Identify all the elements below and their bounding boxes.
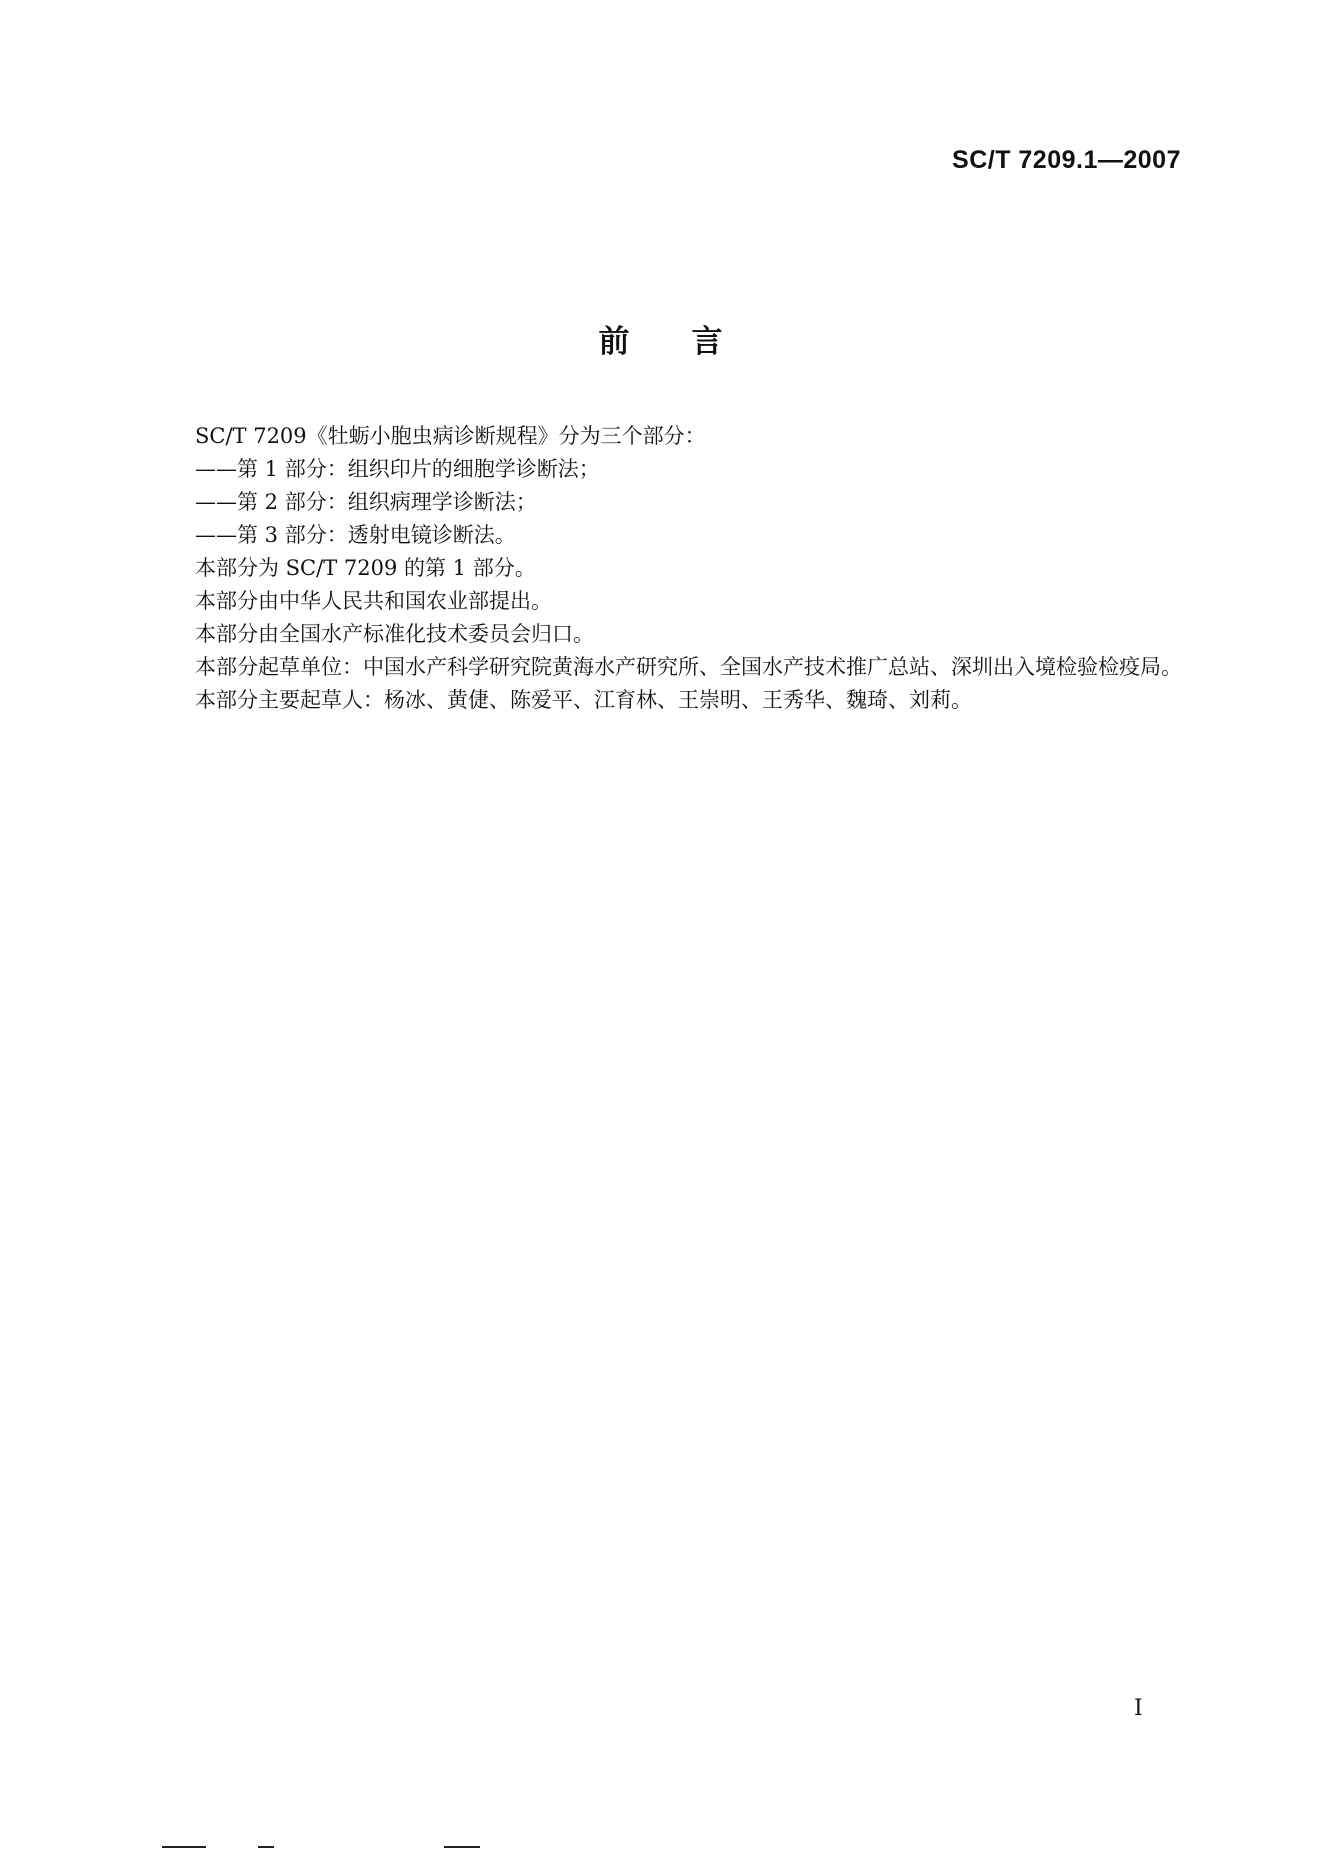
paragraph-drafting-units: 本部分起草单位：中国水产科学研究院黄海水产研究所、全国水产技术推广总站、深圳出入境检验检疫局。 [195, 655, 1182, 679]
paragraph-proposer: 本部分由中华人民共和国农业部提出。 [195, 589, 552, 613]
list-item-part-2: ——第 2 部分：组织病理学诊断法； [195, 490, 537, 514]
paragraph-intro: SC/T 7209《牡蛎小胞虫病诊断规程》分为三个部分： [195, 424, 706, 448]
footer-rule [444, 1846, 480, 1848]
list-item-part-1: ——第 1 部分：组织印片的细胞学诊断法； [195, 457, 600, 481]
page-title: 前言 [598, 324, 785, 360]
page-number: I [1134, 1696, 1143, 1721]
list-item-part-3: ——第 3 部分：透射电镜诊断法。 [195, 523, 516, 547]
paragraph-centralized: 本部分由全国水产标准化技术委员会归口。 [195, 622, 594, 646]
standard-code: SC/T 7209.1—2007 [952, 146, 1181, 174]
foreword-body [133, 420, 1183, 717]
paragraph-this-part: 本部分为 SC/T 7209 的第 1 部分。 [195, 556, 536, 580]
footer-rule [162, 1846, 206, 1848]
footer-rule [258, 1846, 274, 1848]
paragraph-drafters: 本部分主要起草人：杨冰、黄倢、陈爱平、江育林、王崇明、王秀华、魏琦、刘莉。 [195, 688, 972, 712]
